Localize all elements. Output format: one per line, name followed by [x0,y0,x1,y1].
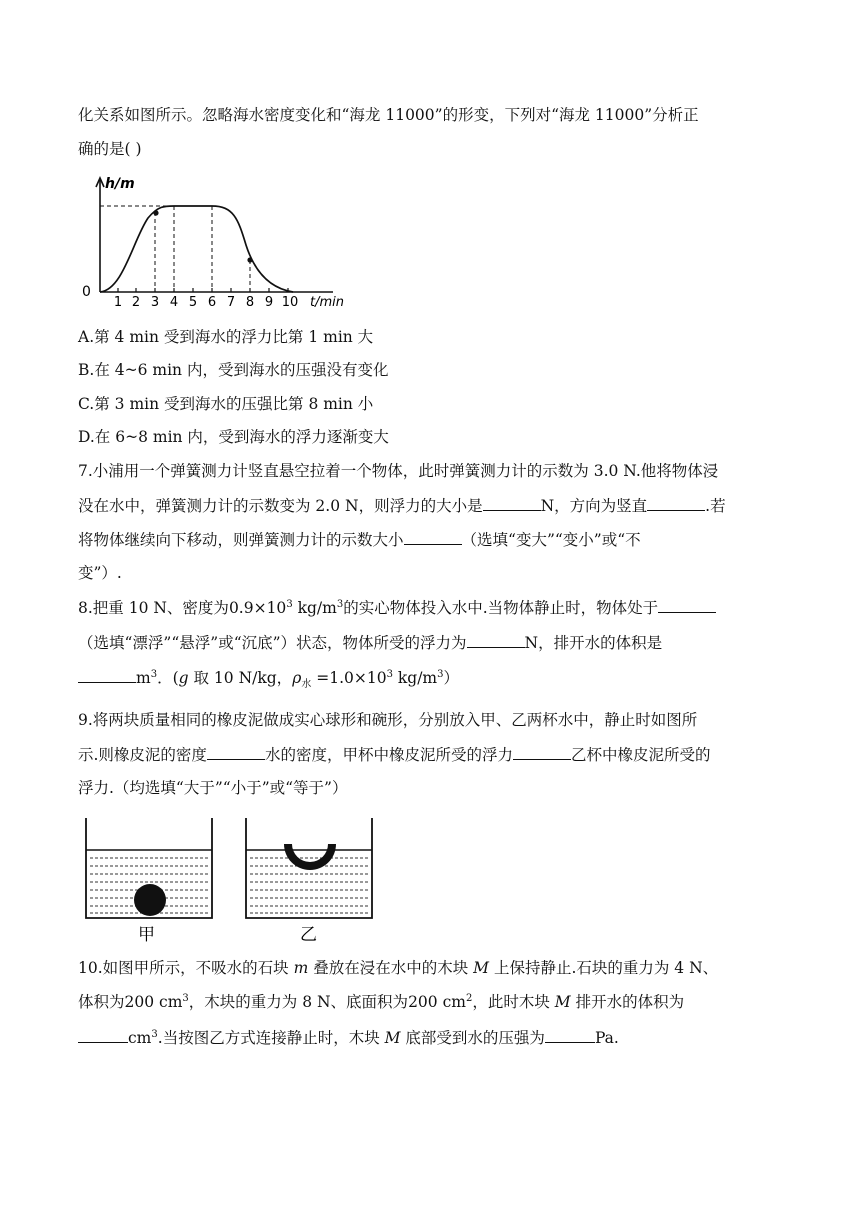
q6-stem-line2: 确的是( ) [78,140,142,158]
q10-line3: $cm^3$.当按图乙方式连接静止时，木块 M 底部受到水的压强为 Pa. [78,1026,619,1049]
answer-blank[interactable] [658,596,716,613]
cup-label-yi: 乙 [300,925,317,945]
clay-ball [134,884,166,916]
dashed-guides [100,206,250,292]
svg-text:2: 2 [131,295,141,310]
answer-blank[interactable] [545,1026,595,1043]
answer-blank[interactable] [647,494,705,511]
q7-line2: 没在水中，弹簧测力计的示数变为 2.0 N，则浮力的大小是 N，方向为竖直 .若 [78,494,726,517]
svg-text:10: 10 [281,295,299,310]
q6-option-c: C.第 3 min 受到海水的压强比第 8 min 小 [78,395,374,413]
q8-line2: （选填“漂浮”“悬浮”或“沉底”）状态，物体所受的浮力为 N，排开水的体积是 [78,631,662,654]
cups-figure [78,812,378,947]
svg-text:7: 7 [226,295,236,310]
q8-line3: $m^3$．(g 取 10 N/kg，$\rho_水 =1.0\times 10^3$ $kg/m^3$） [78,666,459,689]
x-tick-labels [114,295,298,310]
q7-line3: 将物体继续向下移动，则弹簧测力计的示数大小 （选填“变大”“变小”或“不 [78,528,641,551]
svg-text:8: 8 [245,295,255,310]
answer-blank[interactable] [467,631,525,648]
y-axis-label: h/m [105,176,135,192]
svg-text:5: 5 [188,295,198,310]
q9-line2: 示.则橡皮泥的密度 水的密度，甲杯中橡皮泥所受的浮力 乙杯中橡皮泥所受的 [78,743,710,766]
cup-jia [86,818,212,918]
q6-stem-line1: 化关系如图所示。忽略海水密度变化和“海龙 11000”的形变，下列对“海龙 11000”分析正 [78,106,699,124]
svg-text:9: 9 [264,295,274,310]
svg-text:6: 6 [207,295,217,310]
q6-option-a: A.第 4 min 受到海水的浮力比第 1 min 大 [78,328,374,346]
origin-label: 0 [82,284,91,300]
q7-line1: 7.小浦用一个弹簧测力计竖直悬空拉着一个物体，此时弹簧测力计的示数为 3.0 N.他将物体浸 [78,462,719,480]
x-axis-label: t/min [310,295,344,310]
depth-curve [100,206,293,292]
depth-time-graph [78,170,368,310]
point-3min [153,210,158,215]
answer-blank[interactable] [78,666,136,683]
answer-blank[interactable] [513,743,571,760]
answer-blank[interactable] [78,1026,128,1043]
svg-text:1: 1 [113,295,123,310]
q10-line1: 10.如图甲所示，不吸水的石块 m 叠放在浸在水中的木块 M 上保持静止.石块的重力为 4 N、 [78,959,719,977]
q7-line4: 变”）. [78,564,122,582]
answer-blank[interactable] [483,494,541,511]
point-8min [247,257,252,262]
svg-text:4: 4 [169,295,179,310]
svg-text:3: 3 [150,295,160,310]
answer-blank[interactable] [207,743,265,760]
cup-label-jia: 甲 [138,925,155,945]
q10-line2: 体积为200 $cm^3$，木块的重力为 8 N、底面积为200 $cm^2$，此时木块 M 排开水的体积为 [78,992,685,1011]
q6-option-d: D.在 6~8 min 内，受到海水的浮力逐渐变大 [78,428,389,446]
answer-blank[interactable] [404,528,462,545]
cup-yi [246,818,372,918]
q9-line1: 9.将两块质量相同的橡皮泥做成实心球形和碗形，分别放入甲、乙两杯水中，静止时如图所 [78,711,698,729]
q8-line1: 8.把重 10 N、密度为$0.9\times 10^3$ $kg/m^3$的实心物体投入水中.当物体静止时，物体处于 [78,596,716,619]
q9-line3: 浮力.（均选填“大于”“小于”或“等于”） [78,779,348,797]
q6-option-b: B.在 4~6 min 内，受到海水的压强没有变化 [78,361,389,379]
